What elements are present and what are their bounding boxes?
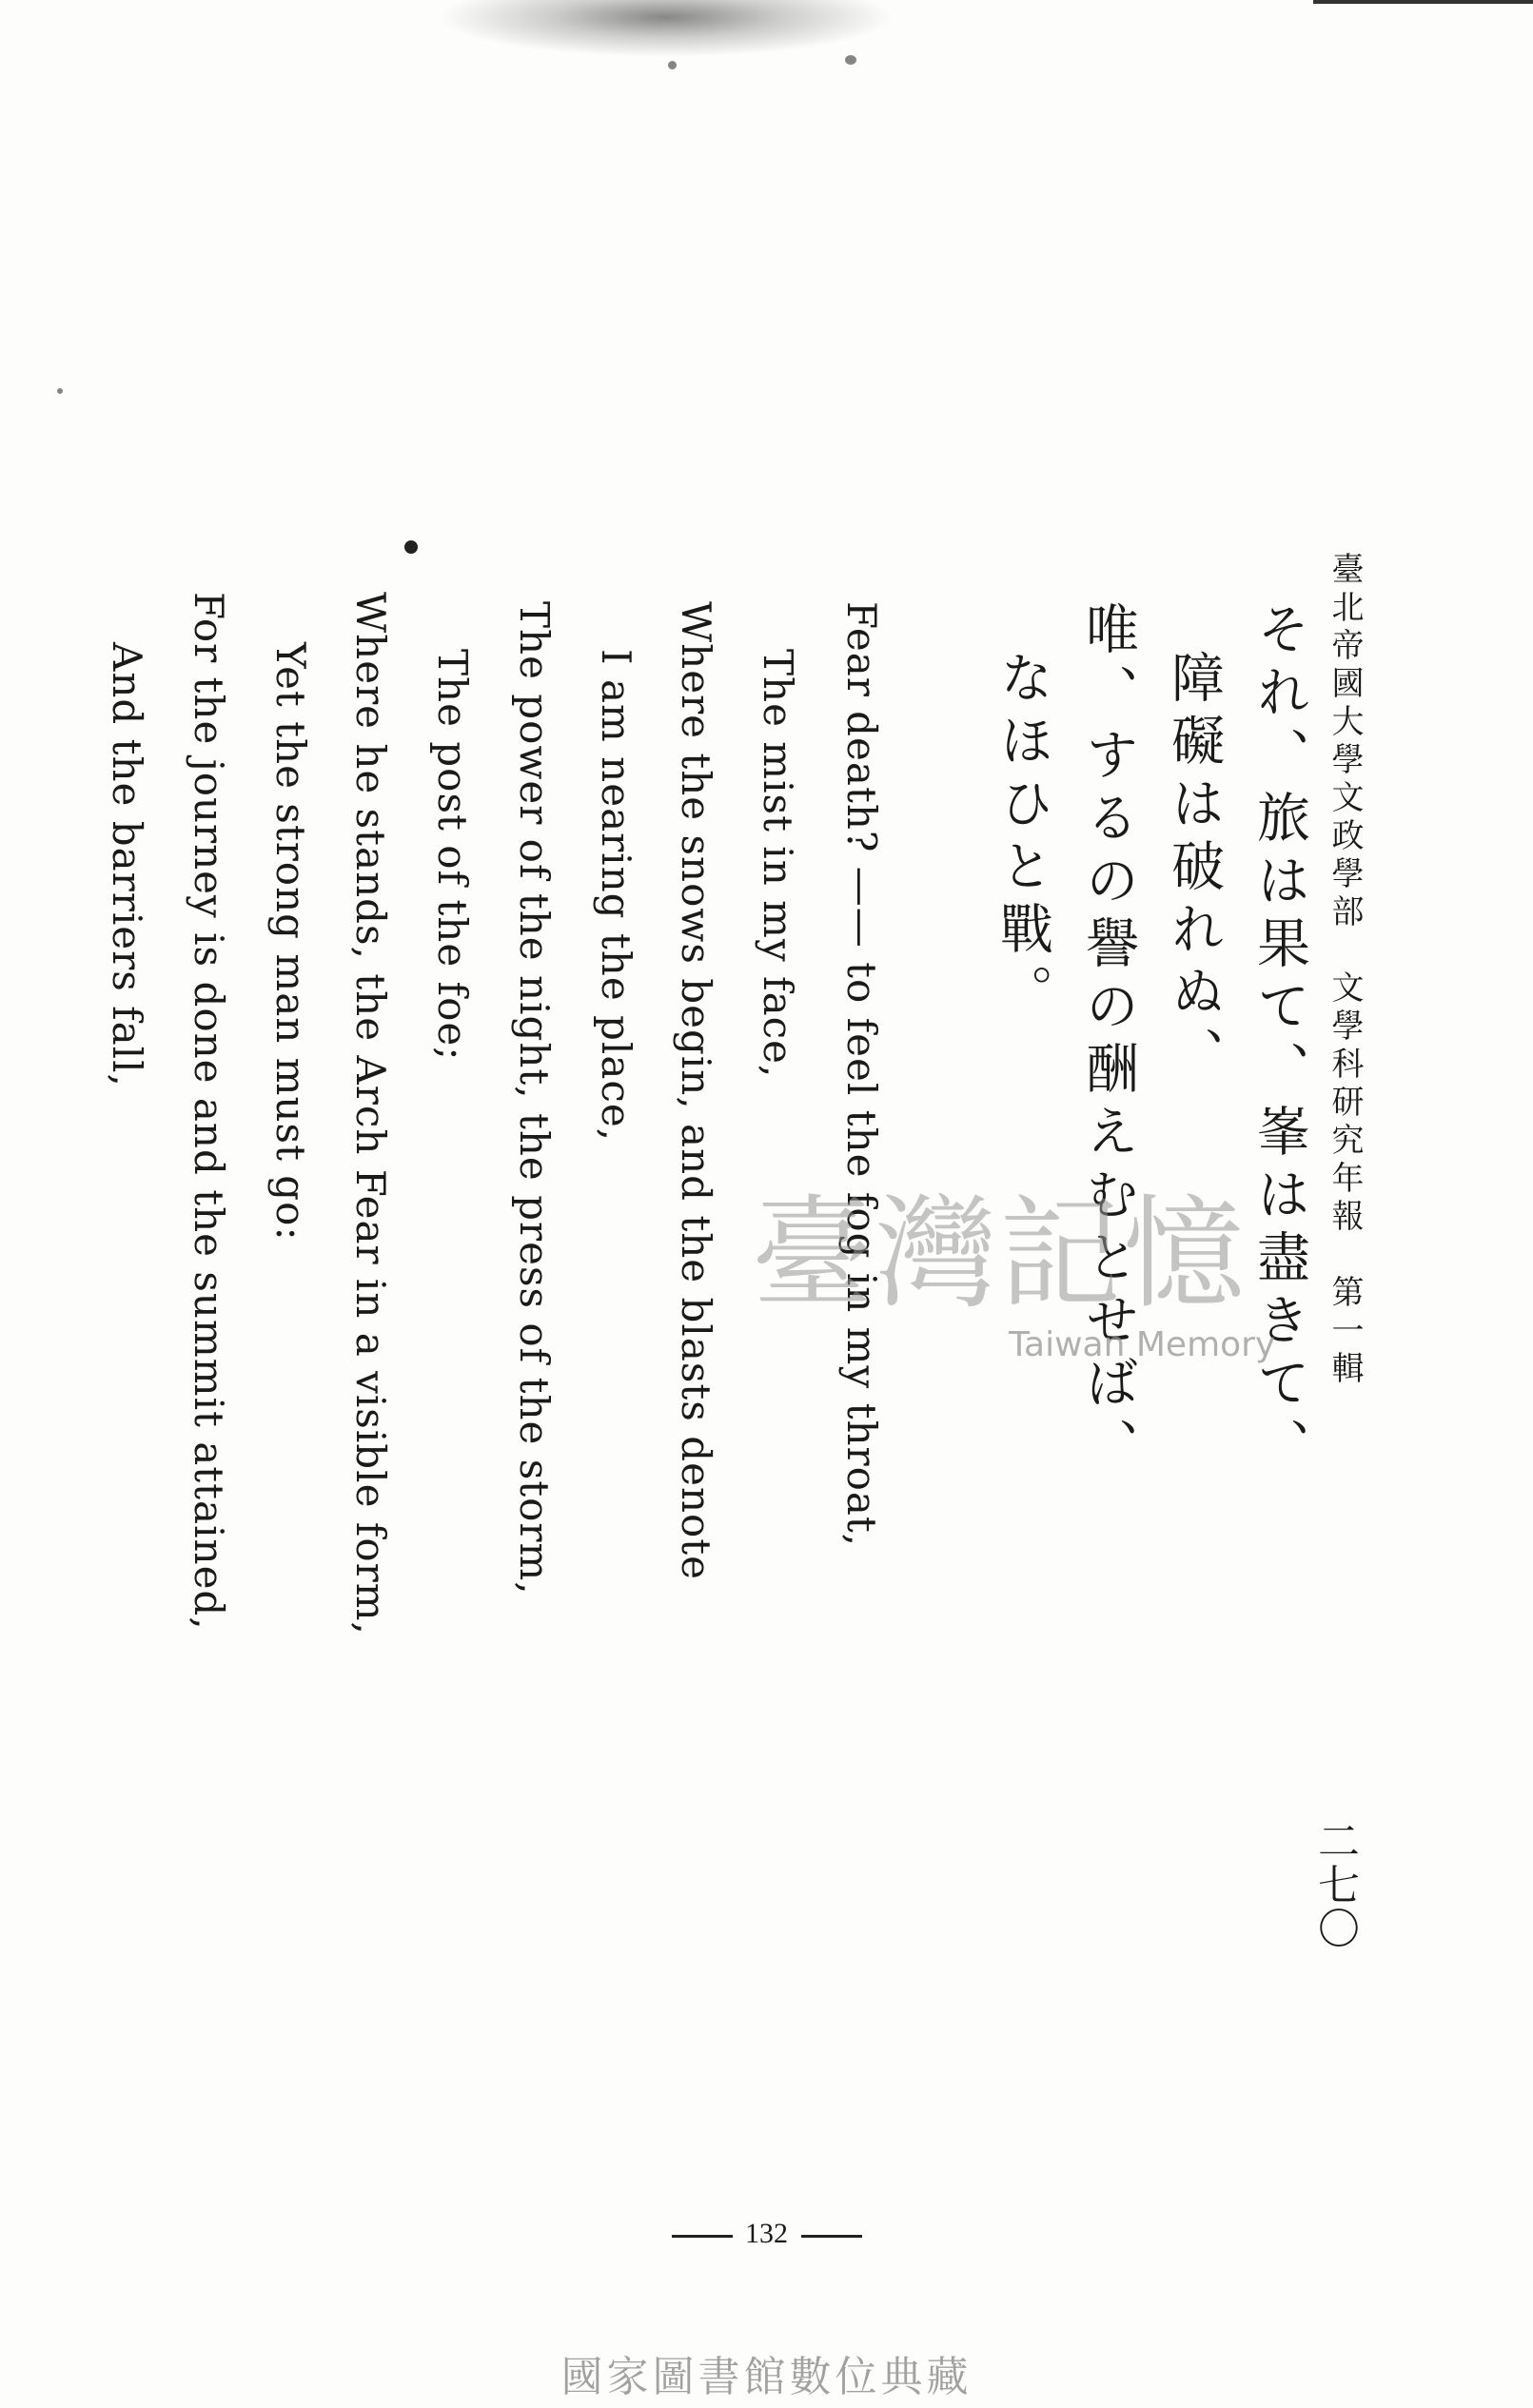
- english-verse-line-2: The mist in my face,: [755, 649, 801, 1079]
- english-verse-line-7: Where he stands, the Arch Fear in a visible form,: [347, 592, 394, 1635]
- page-number-value: 132: [745, 2218, 788, 2249]
- page-number-right-dash: [801, 2235, 862, 2238]
- english-verse-line-8: Yet the strong man must go:: [267, 642, 314, 1242]
- page-number: [0, 2218, 1533, 2250]
- watermark-english: Taiwan Memory: [1009, 1325, 1276, 1364]
- japanese-verse-line-3: 唯、するの譽の酬えむとせば、: [1077, 601, 1139, 1480]
- english-verse-line-4: I am nearing the place,: [593, 649, 639, 1143]
- top-edge-rule: [1313, 0, 1533, 4]
- folio-kanji: 二七〇: [1310, 1819, 1359, 1950]
- scan-smudge: [438, 0, 894, 57]
- japanese-verse-line-2: 障礙は破れぬ、: [1163, 650, 1225, 1089]
- watermark-chinese: 臺灣記憶: [752, 1184, 1248, 1325]
- english-verse-line-10: And the barriers fall,: [104, 642, 150, 1087]
- margin-dot: [404, 540, 418, 554]
- page-number-left-dash: [672, 2235, 733, 2238]
- english-verse-line-1: Fear death? —— to feel the fog in my throat,: [838, 601, 885, 1548]
- english-verse-line-6: The post of the foe;: [429, 649, 476, 1062]
- english-verse-line-3: Where the snows begin, and the blasts denote: [673, 601, 719, 1581]
- japanese-verse-line-1: それ、旅は果て、峯は盡きて、: [1248, 601, 1310, 1480]
- watermark: [752, 1184, 1285, 1384]
- running-title: 臺北帝國大學文政學部 文學科研究年報 第一輯: [1326, 552, 1364, 1389]
- scan-speck: [845, 55, 856, 65]
- scan-speck: [668, 61, 677, 69]
- english-verse-line-5: The power of the night, the press of the storm,: [511, 601, 558, 1596]
- english-verse-line-9: For the journey is done and the summit attained,: [186, 592, 232, 1631]
- library-footer: 國家圖書館數位典藏: [560, 2353, 973, 2401]
- scan-speck: [57, 388, 63, 394]
- japanese-verse-line-4: なほひと戰。: [992, 650, 1053, 1027]
